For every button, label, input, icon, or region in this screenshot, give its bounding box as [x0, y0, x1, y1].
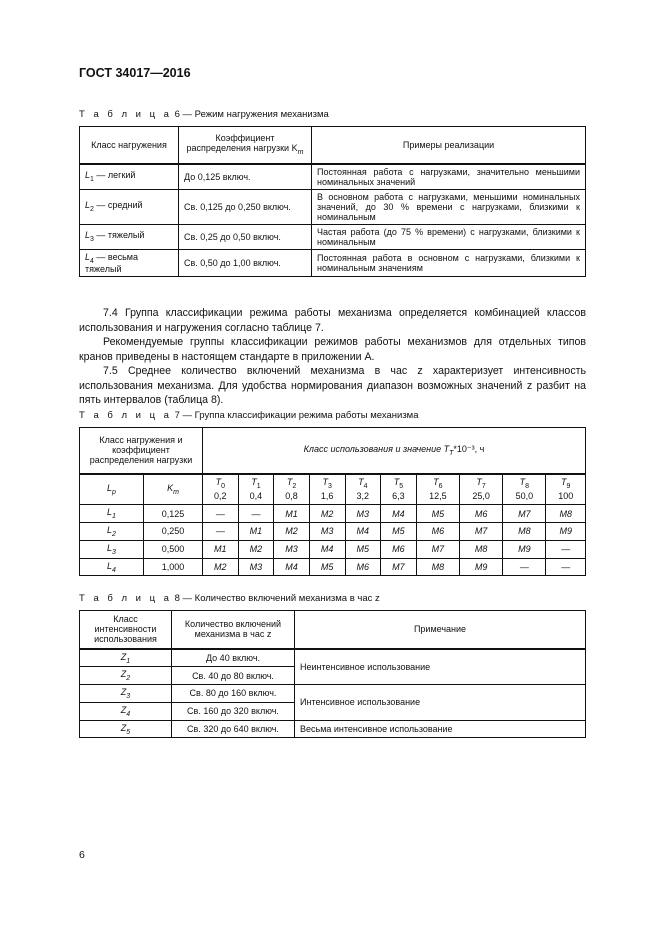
table7: [79, 427, 586, 576]
table-row: [80, 249, 586, 277]
paragraph: 7.5 Среднее количество включений механизма в час z характеризует интенсивность использования механизма. Для удобства нормирования диапазон возможных значений z разбит на пять интервалов (таблица 8).: [79, 365, 586, 406]
group-cell: M3: [345, 505, 381, 523]
table6-header: Примеры реализации: [312, 127, 586, 164]
usage-class-header: $T_2$ 0,8: [274, 474, 310, 505]
group-cell: M7: [503, 505, 546, 523]
group-cell: M2: [203, 558, 239, 576]
group-cell: M9: [459, 558, 502, 576]
group-cell: M8: [416, 558, 459, 576]
group-cell: M9: [546, 523, 586, 541]
load-class-cell: $L_4$: [80, 558, 144, 576]
load-class-cell: $L_1$: [80, 505, 144, 523]
group-cell: M2: [238, 540, 274, 558]
coefficient-cell: Св. 0,25 до 0,50 включ.: [179, 224, 312, 249]
example-cell: Частая работа (до 75 % времени) с нагрузками, близкими к номинальным: [312, 224, 586, 249]
group-cell: M7: [381, 558, 417, 576]
group-cell: M8: [503, 523, 546, 541]
load-class-cell: $L_2$: [80, 523, 144, 541]
coefficient-cell: 0,500: [144, 540, 203, 558]
group-cell: —: [203, 523, 239, 541]
usage-class-header: $T_8$ 50,0: [503, 474, 546, 505]
table8: [79, 610, 586, 738]
table6: [79, 126, 586, 277]
load-class-cell: $L_3$ — тяжелый: [80, 224, 179, 249]
group-cell: M5: [381, 523, 417, 541]
group-cell: M8: [459, 540, 502, 558]
switch-count-cell: Св. 40 до 80 включ.: [172, 667, 295, 685]
group-cell: —: [203, 505, 239, 523]
load-class-cell: $L_3$: [80, 540, 144, 558]
table-row: [80, 649, 586, 667]
table7-header: Класс использования и значение $T_T*10^{-3}$, ч: [203, 428, 586, 474]
table7-header: Класс нагружения и коэффициент распределения нагрузки: [80, 428, 203, 474]
group-cell: —: [503, 558, 546, 576]
table8-caption: Т а б л и ц а 8 — Количество включений механизма в час z: [79, 593, 380, 604]
table7-caption: Т а б л и ц а 7 — Группа классификации режима работы механизма: [79, 410, 419, 421]
group-cell: M1: [203, 540, 239, 558]
table-row: [80, 685, 586, 703]
load-class-cell: $L_2$ — средний: [80, 189, 179, 224]
coefficient-cell: Св. 0,50 до 1,00 включ.: [179, 249, 312, 277]
intensity-class-cell: $Z_5$: [80, 720, 172, 738]
body-text: [79, 306, 586, 408]
note-cell: Интенсивное использование: [295, 685, 586, 721]
group-cell: M7: [416, 540, 459, 558]
table-row: [80, 224, 586, 249]
group-cell: M4: [309, 540, 345, 558]
table-row: [80, 720, 586, 738]
intensity-class-cell: $Z_1$: [80, 649, 172, 667]
switch-count-cell: Св. 160 до 320 включ.: [172, 702, 295, 720]
usage-class-header: $T_7$ 25,0: [459, 474, 502, 505]
group-cell: M5: [345, 540, 381, 558]
usage-class-header: $T_0$ 0,2: [203, 474, 239, 505]
table-row: [80, 558, 586, 576]
table-row: [80, 189, 586, 224]
intensity-class-cell: $Z_3$: [80, 685, 172, 703]
example-cell: Постоянная работа в основном с нагрузками, близкими к номинальным значениям: [312, 249, 586, 277]
group-cell: M1: [274, 505, 310, 523]
note-cell: Неинтенсивное использование: [295, 649, 586, 685]
switch-count-cell: До 40 включ.: [172, 649, 295, 667]
group-cell: —: [238, 505, 274, 523]
group-cell: M4: [381, 505, 417, 523]
load-class-cell: $L_4$ — весьма тяжелый: [80, 249, 179, 277]
group-cell: M3: [274, 540, 310, 558]
table-row: [80, 505, 586, 523]
usage-class-header: $T_3$ 1,6: [309, 474, 345, 505]
coefficient-cell: 0,250: [144, 523, 203, 541]
intensity-class-cell: $Z_4$: [80, 702, 172, 720]
group-cell: M9: [503, 540, 546, 558]
group-cell: M6: [381, 540, 417, 558]
table-row: [80, 540, 586, 558]
group-cell: M4: [345, 523, 381, 541]
group-cell: M3: [238, 558, 274, 576]
table8-header: Примечание: [295, 611, 586, 649]
group-cell: M2: [274, 523, 310, 541]
group-cell: M6: [416, 523, 459, 541]
coefficient-cell: До 0,125 включ.: [179, 164, 312, 190]
paragraph: 7.4 Группа классификации режима работы механизма определяется комбинацией классов использования и нагружения согласно таблице 7.: [79, 307, 586, 334]
group-cell: —: [546, 558, 586, 576]
table-row: [80, 164, 586, 190]
standard-header: ГОСТ 34017—2016: [79, 66, 191, 80]
usage-class-header: $T_4$ 3,2: [345, 474, 381, 505]
table7-col-lp: $L_p$: [80, 474, 144, 505]
table6-header: Класс нагружения: [80, 127, 179, 164]
note-cell: Весьма интенсивное использование: [295, 720, 586, 738]
example-cell: В основном работа с нагрузками, меньшими номинальных значений, до 30 % времени с нагрузками, близкими к номинальным: [312, 189, 586, 224]
group-cell: M7: [459, 523, 502, 541]
group-cell: M5: [416, 505, 459, 523]
table6-caption: Т а б л и ц а 6 — Режим нагружения механизма: [79, 109, 329, 120]
table-row: [80, 523, 586, 541]
usage-class-header: $T_5$ 6,3: [381, 474, 417, 505]
usage-class-header: $T_1$ 0,4: [238, 474, 274, 505]
load-class-cell: $L_1$ — легкий: [80, 164, 179, 190]
group-cell: M8: [546, 505, 586, 523]
usage-class-header: $T_6$ 12,5: [416, 474, 459, 505]
example-cell: Постоянная работа с нагрузками, значительно меньшими номинальных значений: [312, 164, 586, 190]
group-cell: M3: [309, 523, 345, 541]
switch-count-cell: Св. 80 до 160 включ.: [172, 685, 295, 703]
group-cell: M5: [309, 558, 345, 576]
table8-header: Количество включений механизма в час z: [172, 611, 295, 649]
table6-header: Коэффициент распределения нагрузки $K_m$: [179, 127, 312, 164]
group-cell: M2: [309, 505, 345, 523]
intensity-class-cell: $Z_2$: [80, 667, 172, 685]
group-cell: M4: [274, 558, 310, 576]
group-cell: M6: [345, 558, 381, 576]
usage-class-header: $T_9$ 100: [546, 474, 586, 505]
paragraph: Рекомендуемые группы классификации режимов работы механизмов для отдельных типов кранов приведены в настоящем стандарте в приложении А.: [79, 336, 586, 363]
coefficient-cell: 1,000: [144, 558, 203, 576]
coefficient-cell: 0,125: [144, 505, 203, 523]
group-cell: —: [546, 540, 586, 558]
switch-count-cell: Св. 320 до 640 включ.: [172, 720, 295, 738]
group-cell: M1: [238, 523, 274, 541]
table7-col-km: $K_m$: [144, 474, 203, 505]
page-number: 6: [79, 849, 85, 861]
group-cell: M6: [459, 505, 502, 523]
table8-header: Класс интенсивности использования: [80, 611, 172, 649]
coefficient-cell: Св. 0,125 до 0,250 включ.: [179, 189, 312, 224]
